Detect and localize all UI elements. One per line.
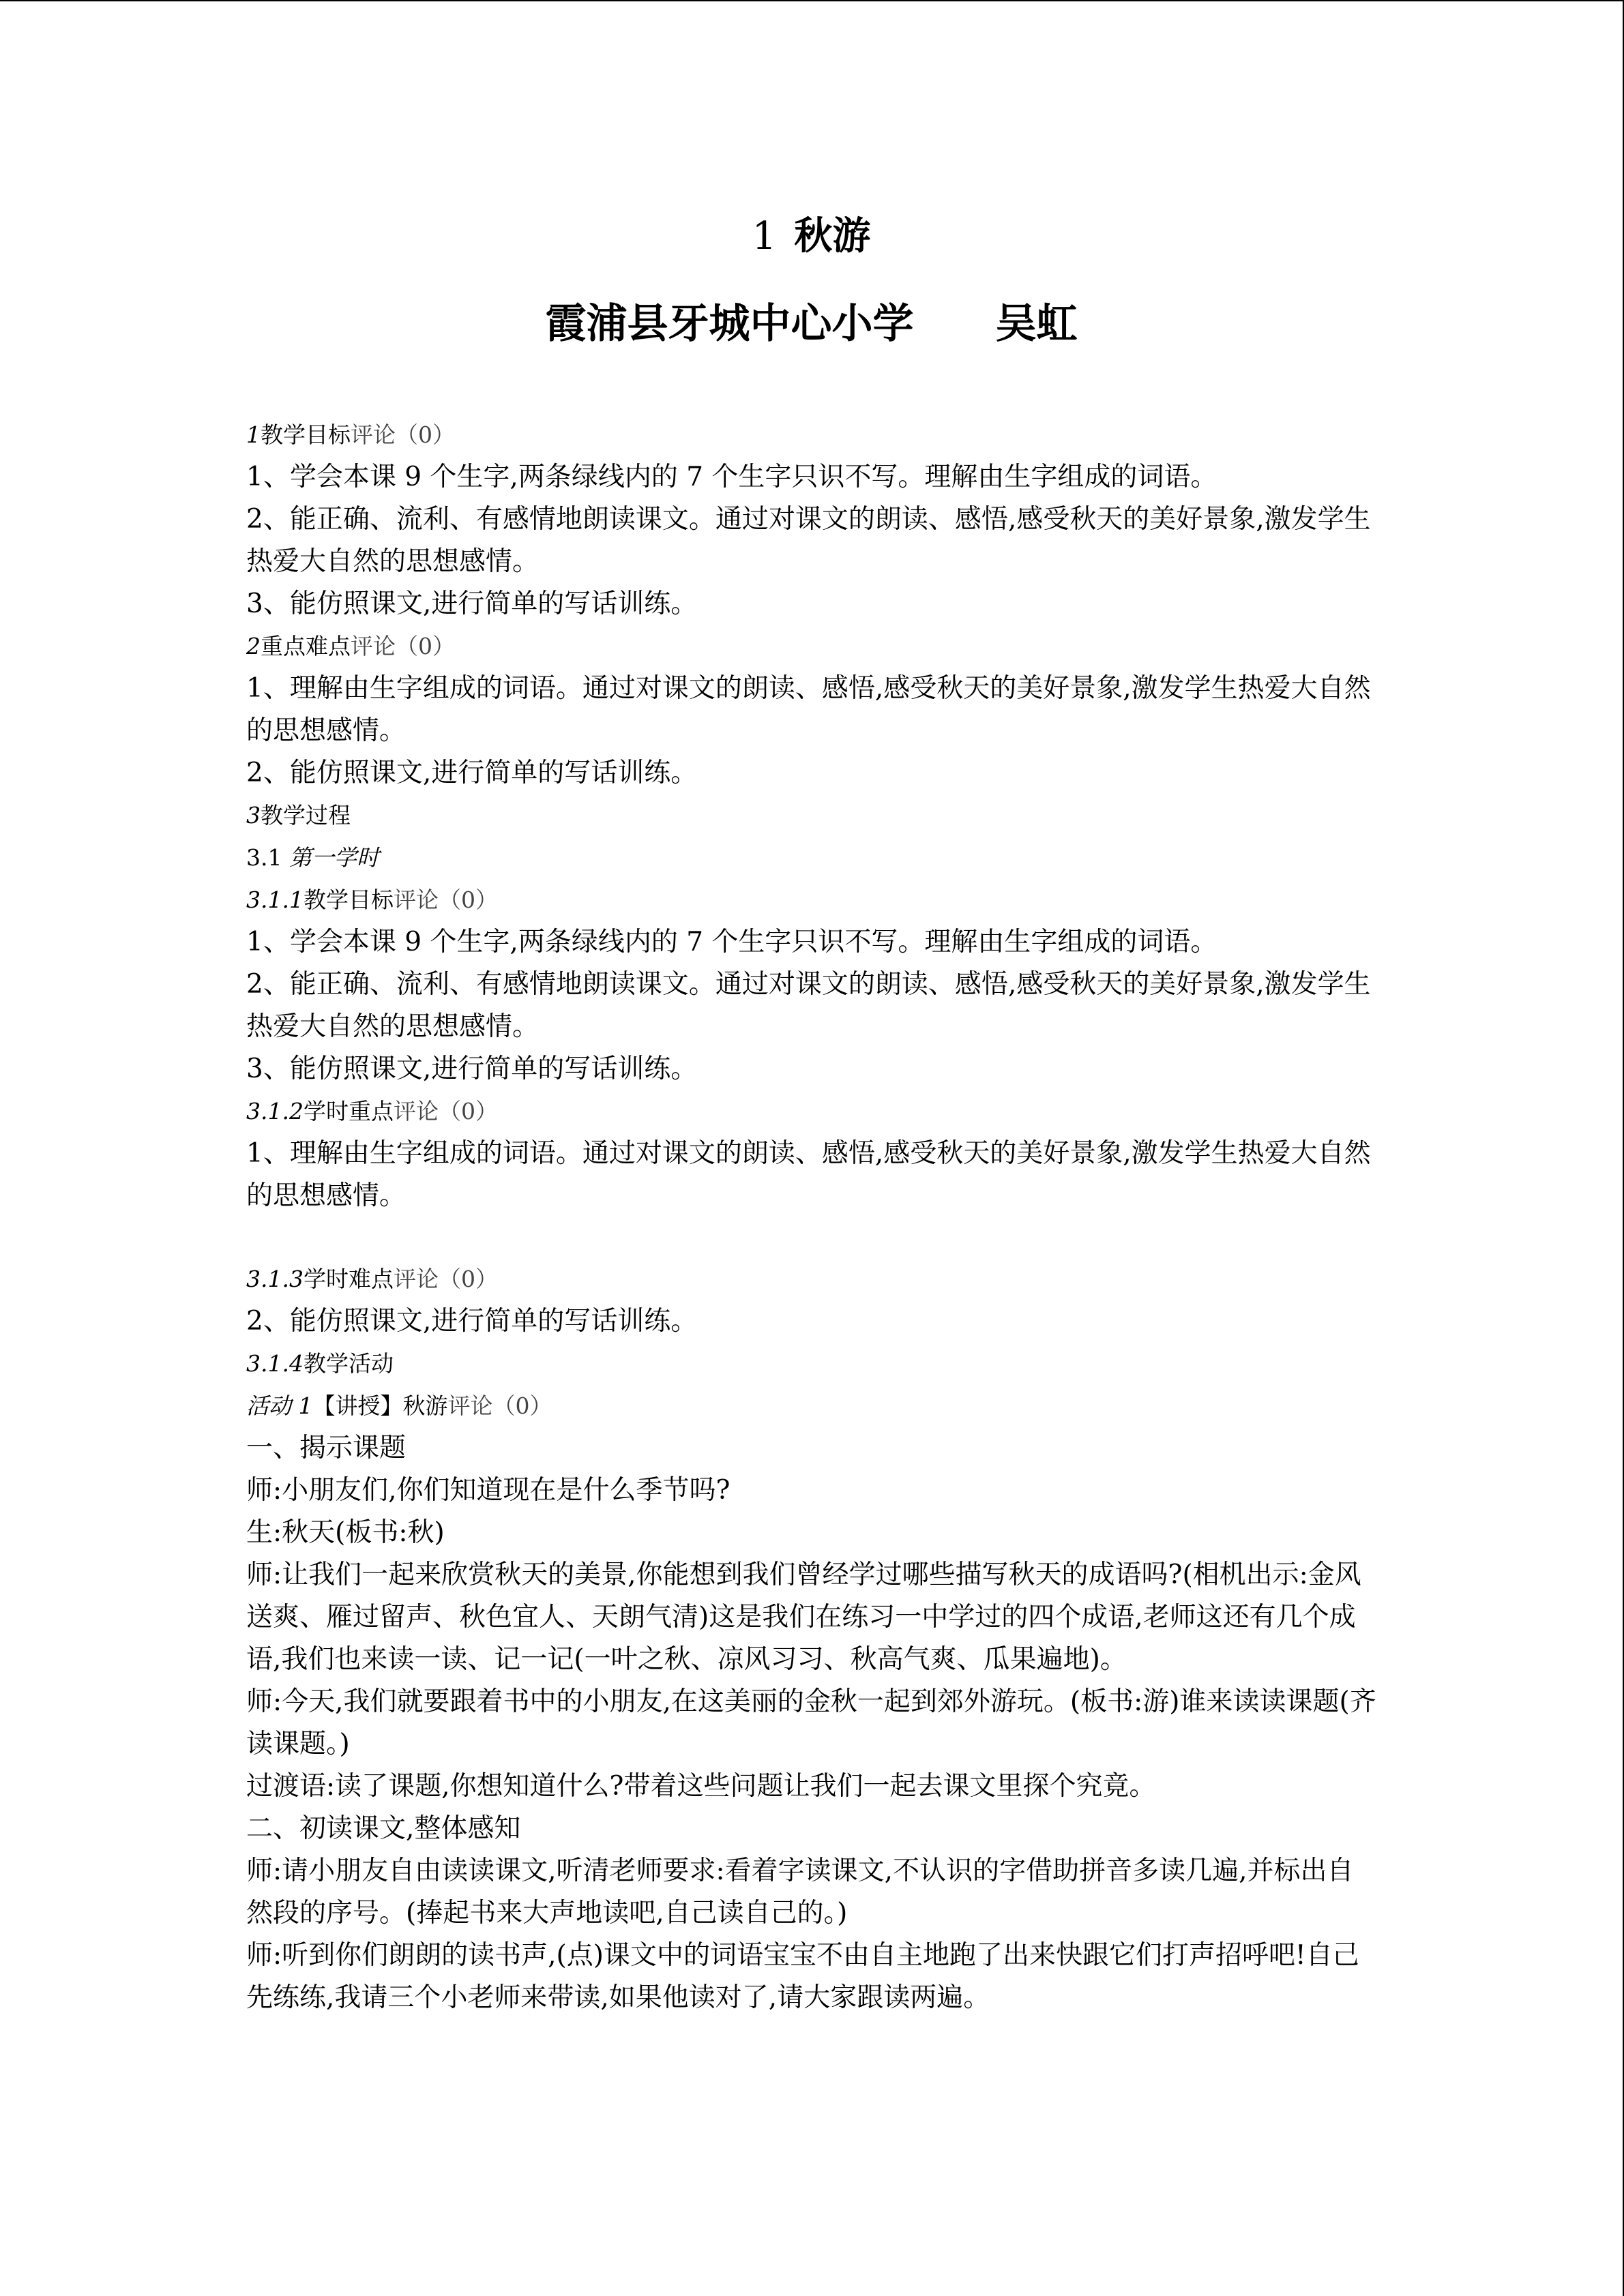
paragraph: 2、能仿照课文,进行简单的写话训练。 xyxy=(246,758,698,788)
paragraph: 1、学会本课 9 个生字,两条绿线内的 7 个生字只识不写。理解由生字组成的词语。 xyxy=(246,927,1217,957)
section-heading: 3教学过程 xyxy=(246,802,351,829)
section-heading: 3.1 第一学时 xyxy=(246,844,379,871)
lesson-name: 秋游 xyxy=(794,214,871,258)
paragraph: 3、能仿照课文,进行简单的写话训练。 xyxy=(246,1054,698,1084)
section-heading: 3.1.3学时难点评论（0） xyxy=(246,1266,498,1292)
section-heading: 3.1.1教学目标评论（0） xyxy=(246,886,498,913)
paragraph: 2、能正确、流利、有感情地朗读课文。通过对课文的朗读、感悟,感受秋天的美好景象,激发学生热爱大自然的思想感情。 xyxy=(246,969,1371,1042)
paragraph: 生:秋天(板书:秋) xyxy=(246,1517,445,1548)
paragraph: 师:请小朋友自由读读课文,听清老师要求:看着字读课文,不认识的字借助拼音多读几遍,并标出自然段的序号。(捧起书来大声地读吧,自己读自己的。) xyxy=(246,1855,1354,1928)
section-heading: 3.1.4教学活动 xyxy=(246,1350,394,1377)
lesson-number: 1 xyxy=(752,214,777,258)
paragraph: 师:让我们一起来欣赏秋天的美景,你能想到我们曾经学过哪些描写秋天的成语吗?(相机出示:金风送爽、雁过留声、秋色宜人、天朗气清)这是我们在练习一中学过的四个成语,老师这还有几个成语,我们也来读一读、记一记(一叶之秋、凉风习习、秋高气爽、瓜果遍地)。 xyxy=(246,1560,1361,1675)
blank-line xyxy=(246,1217,1378,1258)
author-line xyxy=(0,291,1623,350)
paragraph: 2、能正确、流利、有感情地朗读课文。通过对课文的朗读、感悟,感受秋天的美好景象,激发学生热爱大自然的思想感情。 xyxy=(246,504,1371,577)
section-heading: 3.1.2学时重点评论（0） xyxy=(246,1098,498,1124)
section-heading: 1教学目标评论（0） xyxy=(246,421,455,448)
lesson-title xyxy=(0,206,1623,260)
paragraph: 一、揭示课题 xyxy=(246,1433,407,1463)
paragraph: 二、初读课文,整体感知 xyxy=(246,1813,521,1844)
author-name: 吴虹 xyxy=(995,300,1078,348)
school-name: 霞浦县牙城中心小学 xyxy=(545,300,914,348)
paragraph: 1、学会本课 9 个生字,两条绿线内的 7 个生字只识不写。理解由生字组成的词语。 xyxy=(246,462,1217,492)
paragraph: 师:小朋友们,你们知道现在是什么季节吗? xyxy=(246,1475,730,1506)
paragraph: 师:听到你们朗朗的读书声,(点)课文中的词语宝宝不由自主地跑了出来快跟它们打声招呼吧!自己先练练,我请三个小老师来带读,如果他读对了,请大家跟读两遍。 xyxy=(246,1940,1359,2013)
paragraph: 1、理解由生字组成的词语。通过对课文的朗读、感悟,感受秋天的美好景象,激发学生热爱大自然的思想感情。 xyxy=(246,1138,1371,1211)
paragraph: 2、能仿照课文,进行简单的写话训练。 xyxy=(246,1306,698,1337)
paragraph: 过渡语:读了课题,你想知道什么?带着这些问题让我们一起去课文里探个究竟。 xyxy=(246,1771,1156,1802)
paragraph: 3、能仿照课文,进行简单的写话训练。 xyxy=(246,588,698,619)
paragraph: 1、理解由生字组成的词语。通过对课文的朗读、感悟,感受秋天的美好景象,激发学生热爱大自然的思想感情。 xyxy=(246,673,1371,746)
paragraph: 师:今天,我们就要跟着书中的小朋友,在这美丽的金秋一起到郊外游玩。(板书:游)谁来读读课题(齐读课题。) xyxy=(246,1686,1376,1759)
document-body xyxy=(246,414,1378,2019)
section-heading: 2重点难点评论（0） xyxy=(246,633,455,659)
activity-heading: 活动 1【讲授】秋游评论（0） xyxy=(246,1392,552,1419)
